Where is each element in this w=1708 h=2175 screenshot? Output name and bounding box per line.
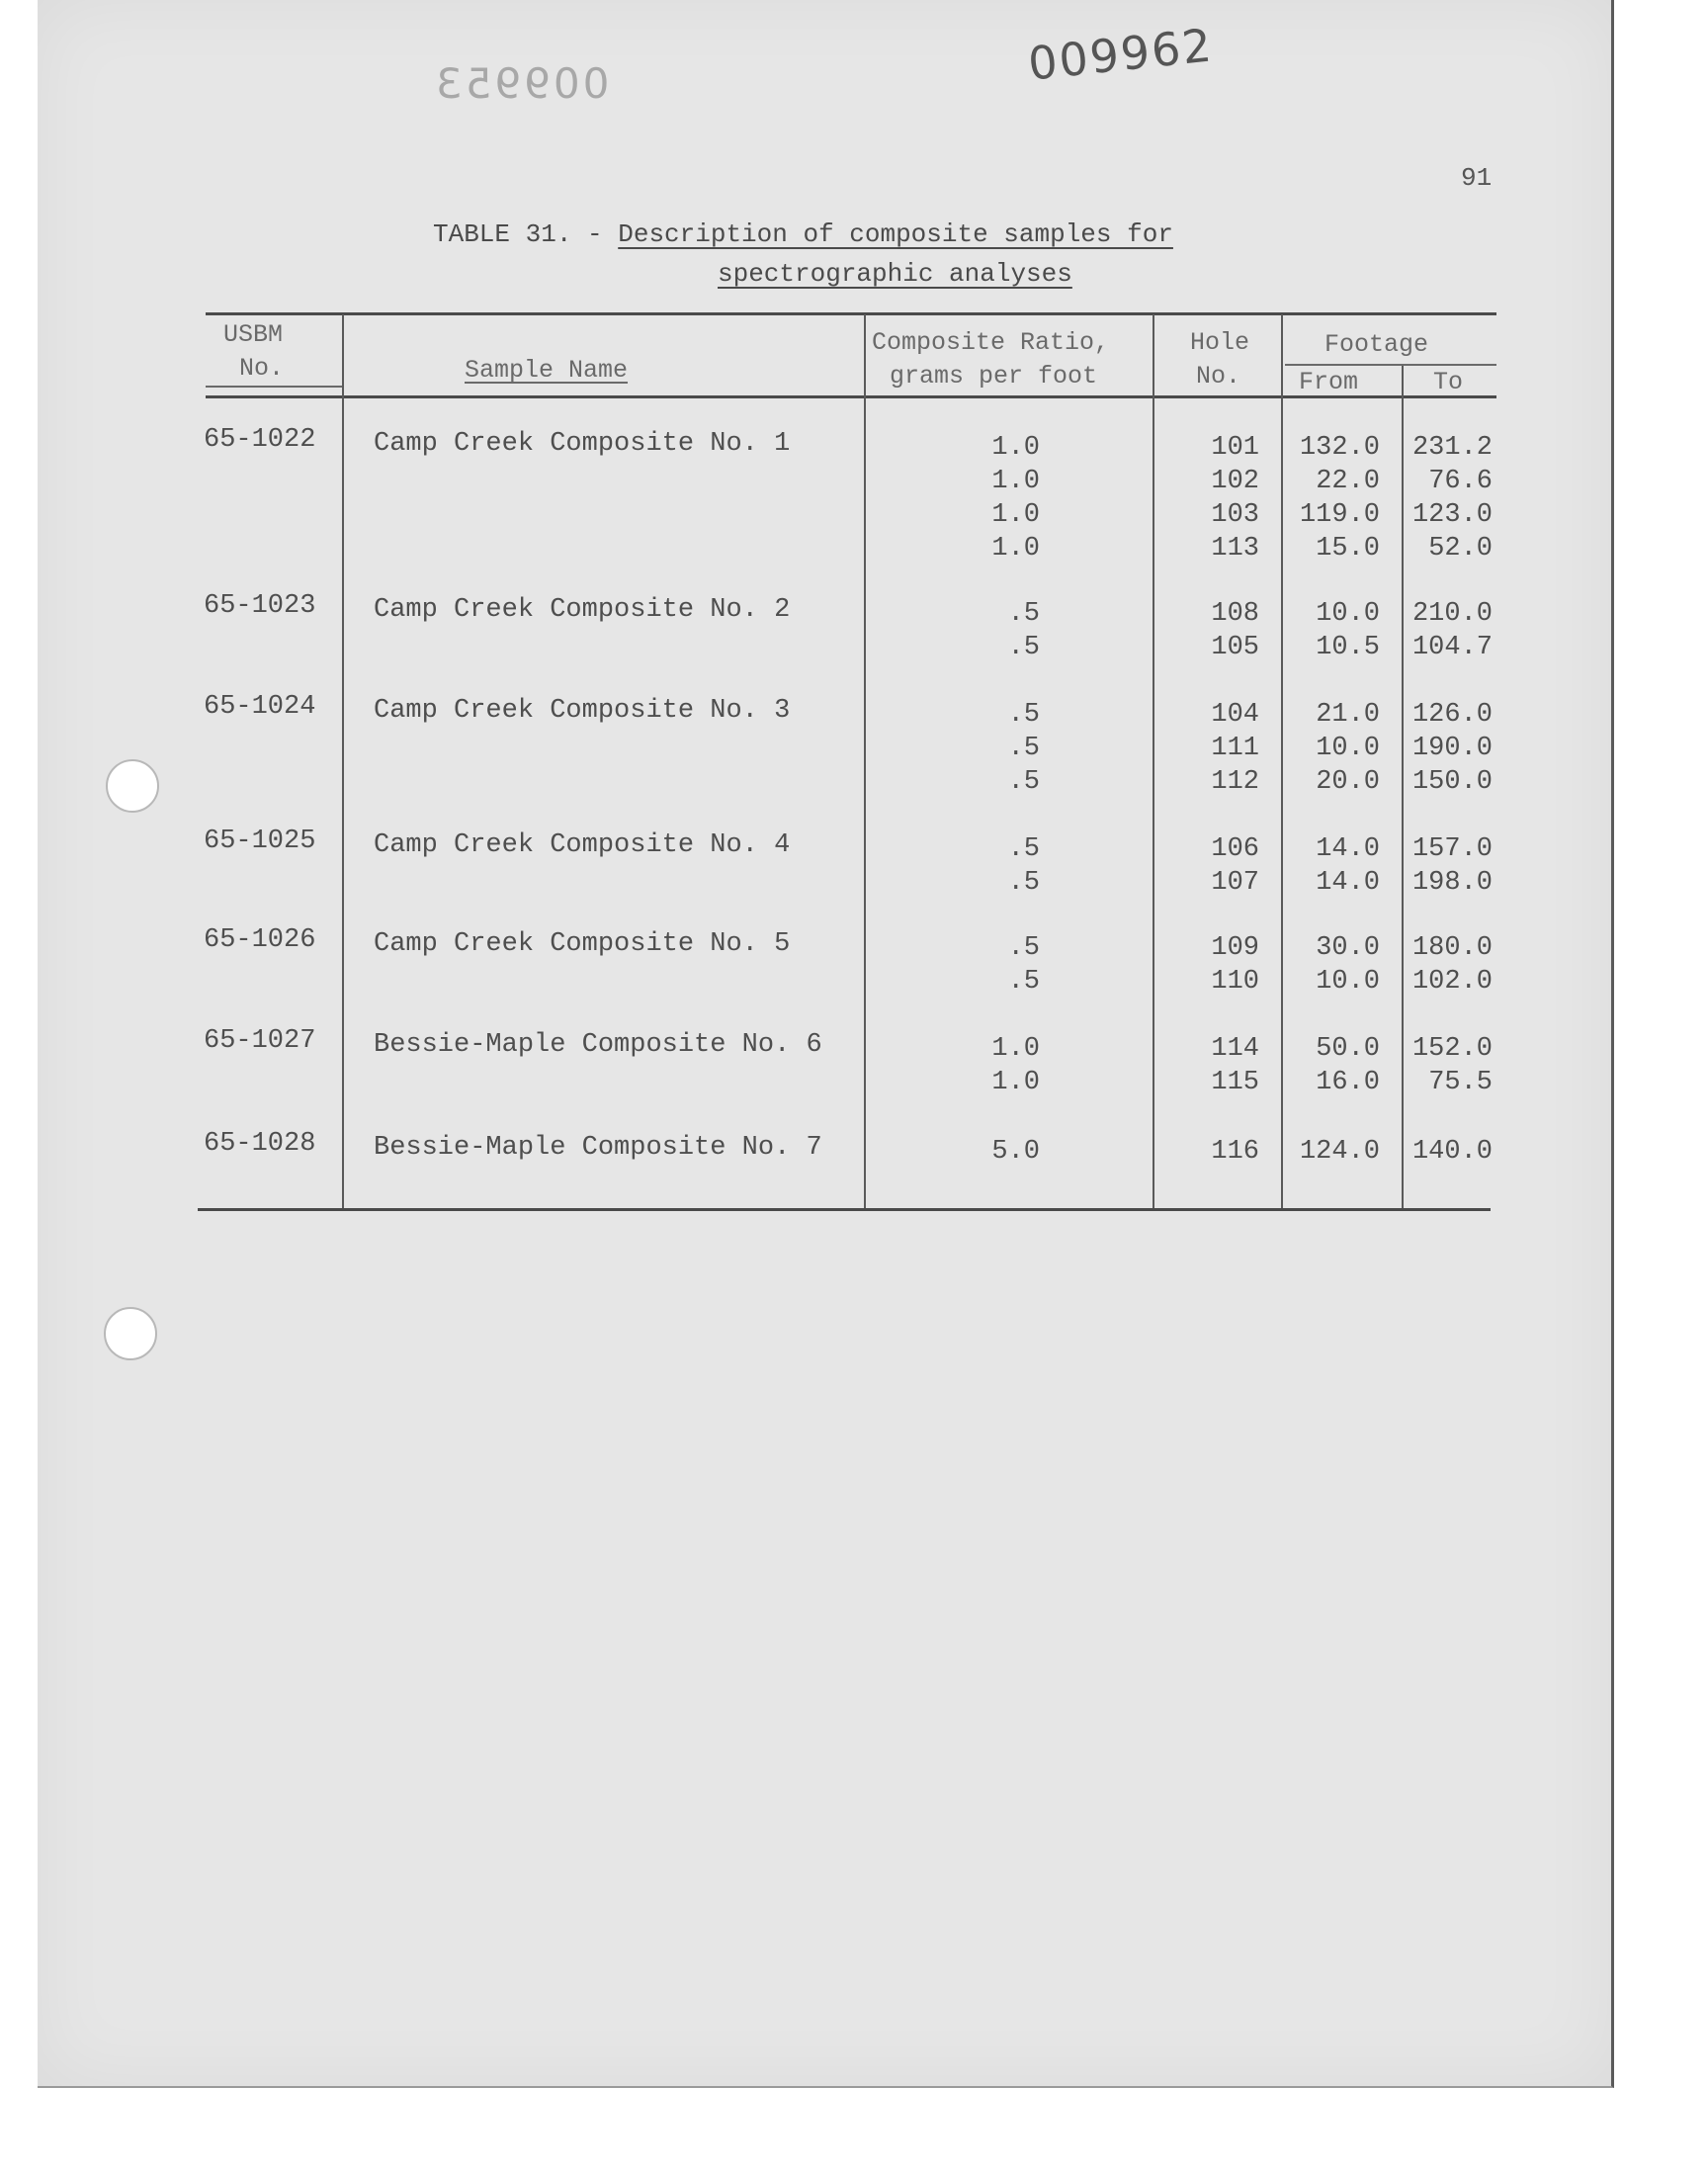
hole-number: 101 bbox=[1211, 433, 1259, 463]
footage-to: 210.0 bbox=[1411, 599, 1493, 629]
usbm-number: 65-1023 bbox=[204, 591, 316, 621]
footage-from: 10.5 bbox=[1316, 633, 1380, 662]
footage-from: 30.0 bbox=[1316, 933, 1380, 963]
hole-number: 111 bbox=[1211, 734, 1259, 763]
usbm-number: 65-1024 bbox=[204, 692, 316, 722]
footage-to: 190.0 bbox=[1411, 734, 1493, 763]
usbm-number: 65-1022 bbox=[204, 425, 316, 455]
composite-ratio: .5 bbox=[1007, 734, 1040, 763]
header-hole-line2: No. bbox=[1196, 362, 1241, 391]
footage-from: 16.0 bbox=[1316, 1068, 1380, 1097]
usbm-number: 65-1027 bbox=[204, 1026, 316, 1056]
header-sample-name: Sample Name bbox=[465, 356, 629, 385]
footage-to: 123.0 bbox=[1411, 500, 1493, 530]
composite-ratio: 1.0 bbox=[991, 500, 1040, 530]
footage-to: 180.0 bbox=[1411, 933, 1493, 963]
header-ratio-line2: grams per foot bbox=[890, 362, 1098, 391]
composite-ratio: .5 bbox=[1007, 700, 1040, 730]
header-footage: Footage bbox=[1324, 330, 1429, 359]
sample-name: Camp Creek Composite No. 2 bbox=[374, 595, 791, 625]
footage-rule bbox=[1285, 364, 1496, 366]
hole-number: 116 bbox=[1211, 1137, 1259, 1167]
table-title-line2: spectrographic analyses bbox=[718, 259, 1072, 289]
table-bottom-rule bbox=[198, 1208, 1491, 1211]
footage-from: 10.0 bbox=[1316, 967, 1380, 997]
footage-from: 10.0 bbox=[1316, 599, 1380, 629]
table-top-rule bbox=[206, 312, 1496, 315]
ghost-stamp-number: 009953 bbox=[433, 59, 610, 108]
hole-number: 102 bbox=[1211, 467, 1259, 496]
composite-ratio: .5 bbox=[1007, 633, 1040, 662]
footage-to: 231.2 bbox=[1411, 433, 1493, 463]
footage-from: 50.0 bbox=[1316, 1034, 1380, 1064]
footage-from: 119.0 bbox=[1299, 500, 1380, 530]
hole-number: 115 bbox=[1211, 1068, 1259, 1097]
binder-hole-bottom bbox=[104, 1307, 157, 1360]
footage-to: 157.0 bbox=[1411, 834, 1493, 864]
footage-to: 150.0 bbox=[1411, 767, 1493, 797]
footage-from: 10.0 bbox=[1316, 734, 1380, 763]
footage-to: 198.0 bbox=[1411, 868, 1493, 898]
hole-number: 114 bbox=[1211, 1034, 1259, 1064]
footage-to: 52.0 bbox=[1428, 534, 1493, 564]
footage-to: 152.0 bbox=[1411, 1034, 1493, 1064]
hole-number: 103 bbox=[1211, 500, 1259, 530]
composite-ratio: 5.0 bbox=[991, 1137, 1040, 1167]
usbm-header-rule bbox=[206, 386, 342, 388]
header-from: From bbox=[1299, 368, 1359, 396]
composite-ratio: .5 bbox=[1007, 967, 1040, 997]
composite-ratio: 1.0 bbox=[991, 1034, 1040, 1064]
header-to: To bbox=[1433, 368, 1464, 396]
composite-ratio: 1.0 bbox=[991, 467, 1040, 496]
hole-number: 105 bbox=[1211, 633, 1259, 662]
usbm-number: 65-1026 bbox=[204, 925, 316, 955]
composite-ratio: .5 bbox=[1007, 933, 1040, 963]
footage-from: 14.0 bbox=[1316, 868, 1380, 898]
hole-number: 107 bbox=[1211, 868, 1259, 898]
footage-to: 126.0 bbox=[1411, 700, 1493, 730]
footage-from: 20.0 bbox=[1316, 767, 1380, 797]
header-usbm-line2: No. bbox=[239, 354, 285, 383]
hole-number: 113 bbox=[1211, 534, 1259, 564]
header-usbm-line1: USBM bbox=[223, 320, 284, 349]
composite-ratio: 1.0 bbox=[991, 534, 1040, 564]
composite-ratio: 1.0 bbox=[991, 433, 1040, 463]
usbm-number: 65-1028 bbox=[204, 1129, 316, 1159]
hole-number: 106 bbox=[1211, 834, 1259, 864]
composite-ratio: .5 bbox=[1007, 599, 1040, 629]
footage-from: 124.0 bbox=[1299, 1137, 1380, 1167]
column-divider bbox=[864, 314, 866, 1208]
column-divider bbox=[342, 314, 344, 1208]
table-title-line1: Description of composite samples for bbox=[618, 219, 1173, 249]
hole-number: 110 bbox=[1211, 967, 1259, 997]
footage-from: 132.0 bbox=[1299, 433, 1380, 463]
header-ratio-line1: Composite Ratio, bbox=[872, 328, 1110, 357]
sample-name: Bessie-Maple Composite No. 6 bbox=[374, 1030, 822, 1060]
sample-name: Camp Creek Composite No. 1 bbox=[374, 429, 791, 459]
header-hole-line1: Hole bbox=[1190, 328, 1250, 357]
page-number: 91 bbox=[1461, 163, 1493, 193]
hole-number: 108 bbox=[1211, 599, 1259, 629]
sample-name: Camp Creek Composite No. 4 bbox=[374, 830, 791, 860]
footage-from: 22.0 bbox=[1316, 467, 1380, 496]
footage-to: 140.0 bbox=[1411, 1137, 1493, 1167]
footage-from: 21.0 bbox=[1316, 700, 1380, 730]
footage-from: 15.0 bbox=[1316, 534, 1380, 564]
footage-to: 75.5 bbox=[1428, 1068, 1493, 1097]
footage-to: 104.7 bbox=[1411, 633, 1493, 662]
footage-to: 76.6 bbox=[1428, 467, 1493, 496]
column-divider bbox=[1281, 314, 1283, 1208]
column-divider bbox=[1153, 314, 1154, 1208]
composite-ratio: .5 bbox=[1007, 834, 1040, 864]
composite-ratio: 1.0 bbox=[991, 1068, 1040, 1097]
hole-number: 104 bbox=[1211, 700, 1259, 730]
sample-name: Bessie-Maple Composite No. 7 bbox=[374, 1133, 822, 1163]
sample-name: Camp Creek Composite No. 3 bbox=[374, 696, 791, 726]
archive-stamp-number: 009962 bbox=[1025, 18, 1216, 91]
footage-from: 14.0 bbox=[1316, 834, 1380, 864]
hole-number: 112 bbox=[1211, 767, 1259, 797]
table-title bbox=[433, 219, 1173, 249]
hole-number: 109 bbox=[1211, 933, 1259, 963]
table-title-prefix: TABLE 31. - bbox=[433, 219, 619, 249]
composite-ratio: .5 bbox=[1007, 868, 1040, 898]
usbm-number: 65-1025 bbox=[204, 826, 316, 856]
composite-ratio: .5 bbox=[1007, 767, 1040, 797]
footage-to: 102.0 bbox=[1411, 967, 1493, 997]
sample-name: Camp Creek Composite No. 5 bbox=[374, 929, 791, 959]
binder-hole-top bbox=[106, 759, 159, 813]
